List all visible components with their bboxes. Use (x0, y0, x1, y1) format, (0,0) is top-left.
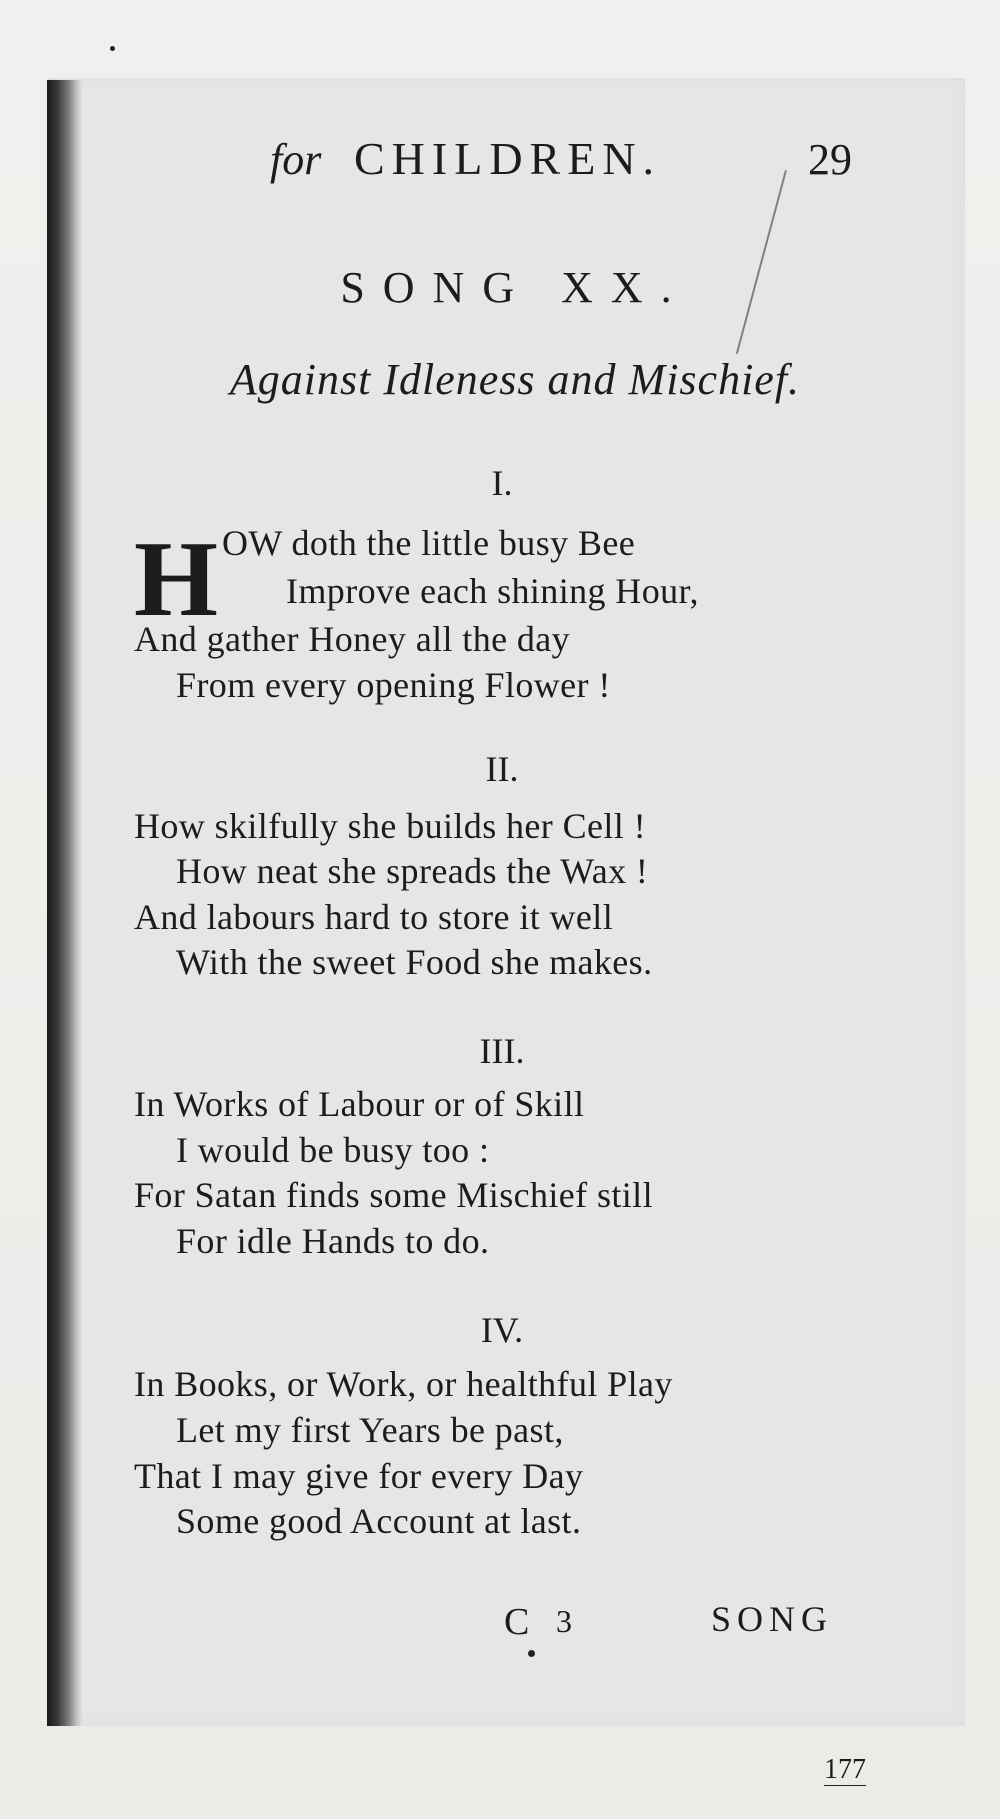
verse-line: I would be busy too : (176, 1130, 490, 1170)
stanza-number: II. (485, 749, 519, 789)
dust-speck (528, 1650, 535, 1657)
verse-line: That I may give for every Day (134, 1456, 584, 1496)
binding-gutter (47, 80, 83, 1726)
verse-line: From every opening Flower ! (176, 665, 611, 705)
catchword: SONG (711, 1599, 834, 1639)
signature-mark-number: 3 (556, 1603, 572, 1639)
verse-line: Let my first Years be past, (176, 1410, 564, 1450)
drop-cap: H (134, 520, 219, 639)
verse-line: And labours hard to store it well (134, 897, 614, 937)
verse-line: With the sweet Food she makes. (176, 942, 653, 982)
song-title: SONG XX. (340, 263, 690, 312)
running-header (270, 128, 870, 188)
header-page-number: 29 (808, 135, 852, 184)
verse-line: Improve each shining Hour, (286, 571, 699, 611)
stanza-number: III. (479, 1031, 525, 1071)
verse-line: In Works of Labour or of Skill (134, 1084, 585, 1124)
song-subtitle: Against Idleness and Mischief. (229, 355, 801, 404)
dust-speck (110, 46, 115, 51)
verse-line: OW doth the little busy Bee (222, 523, 636, 563)
header-title: CHILDREN. (354, 133, 662, 184)
verse-line: Some good Account at last. (176, 1501, 582, 1541)
verse-line: For Satan finds some Mischief still (134, 1175, 653, 1215)
stanza-number: IV. (480, 1310, 524, 1350)
verse-line: How skilfully she builds her Cell ! (134, 806, 646, 846)
verse-line: How neat she spreads the Wax ! (176, 851, 649, 891)
verse-line: And gather Honey all the day (134, 619, 571, 659)
stanza-number: I. (491, 463, 513, 503)
signature-mark-letter: C (504, 1601, 530, 1643)
header-for-word: for (270, 135, 322, 184)
folio-number: 177 (824, 1754, 866, 1785)
verse-line: For idle Hands to do. (176, 1221, 490, 1261)
verse-line: In Books, or Work, or healthful Play (134, 1364, 673, 1404)
